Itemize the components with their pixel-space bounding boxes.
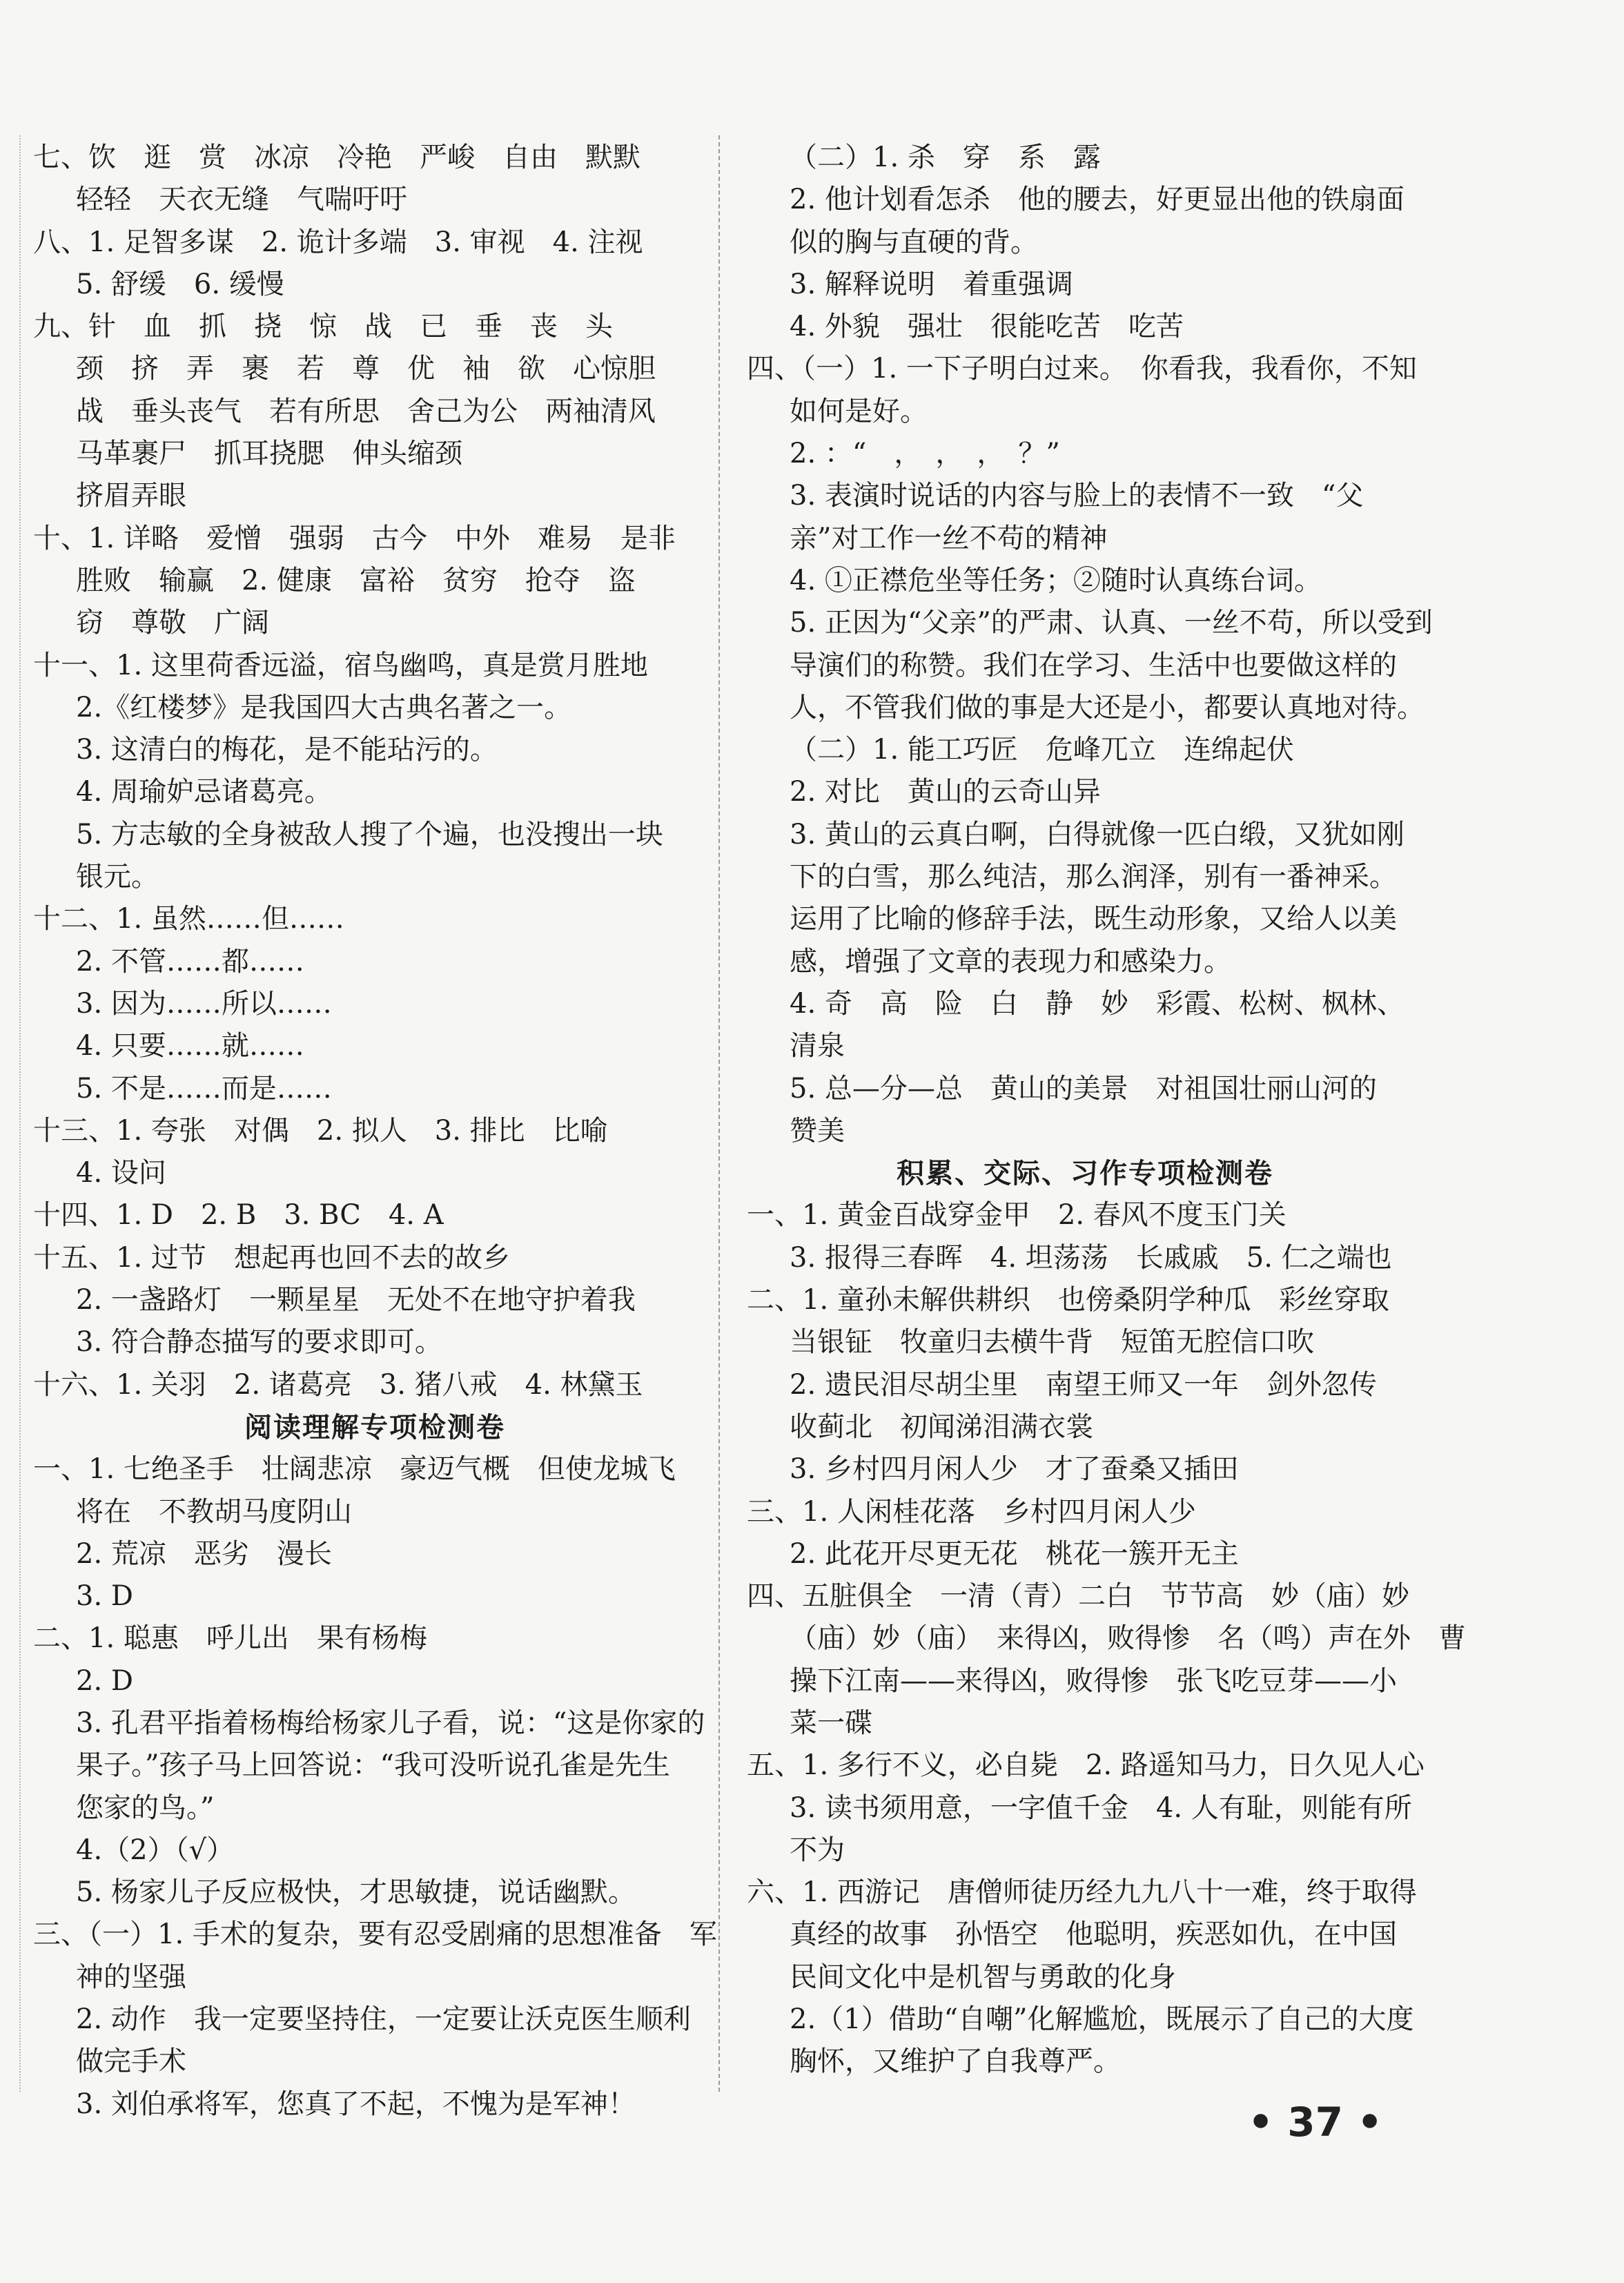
answer-line: （二）1. 杀 穿 系 露 — [790, 142, 1101, 173]
answer-line: 2. 荒凉 恶劣 漫长 — [76, 1537, 332, 1570]
answer-line: 5. 正因为“父亲”的严肃、认真、一丝不苟，所以受到 — [790, 607, 1433, 639]
answer-line: 下的白雪，那么纯洁，那么润泽，别有一番神采。 — [790, 861, 1397, 893]
answer-line: 收蓟北 初闻涕泪满衣裳 — [790, 1410, 1093, 1443]
answer-line: 颈 挤 弄 裹 若 尊 优 袖 欲 心惊胆 — [76, 353, 656, 385]
answer-line: 十四、1. D 2. B 3. BC 4. A — [33, 1199, 444, 1232]
answer-line: 二、1. 聪惠 呼儿出 果有杨梅 — [33, 1622, 427, 1655]
answer-line: 2. 遗民泪尽胡尘里 南望王师又一年 剑外忽传 — [790, 1368, 1377, 1401]
answer-line: 4. 周瑜妒忌诸葛亮。 — [76, 776, 332, 808]
answer-line: 4. ①正襟危坐等任务；②随时认真练台词。 — [790, 564, 1322, 596]
answer-line: 十一、1. 这里荷香远溢，宿鸟幽鸣，真是赏月胜地 — [33, 649, 648, 681]
answer-line: 八、1. 足智多谋 2. 诡计多端 3. 审视 4. 注视 — [33, 226, 643, 258]
answer-line: 清泉 — [790, 1030, 845, 1062]
column-divider — [718, 135, 720, 2092]
answer-line: 2.《红楼梦》是我国四大古典名著之一。 — [76, 691, 572, 723]
answer-line: 一、1. 七绝圣手 壮阔悲凉 豪迈气概 但使龙城飞 — [33, 1453, 676, 1486]
answer-line: 将在 不教胡马度阴山 — [76, 1495, 352, 1528]
answer-line: （二）1. 能工巧匠 危峰兀立 连绵起伏 — [790, 734, 1294, 766]
section-heading: 积累、交际、习作专项检测卷 — [897, 1157, 1273, 1190]
answer-line: 5. 不是……而是…… — [76, 1072, 332, 1105]
answer-line: 2. 他计划看怎杀 他的腰去，好更显出他的铁扇面 — [790, 184, 1405, 216]
answer-line: 4.（2）（√） — [76, 1834, 235, 1866]
answer-line: 3. 黄山的云真白啊，白得就像一匹白缎，又犹如刚 — [790, 818, 1405, 851]
answer-line: 一、1. 黄金百战穿金甲 2. 春风不度玉门关 — [747, 1199, 1287, 1232]
answer-line: 3. 孔君平指着杨梅给杨家儿子看，说：“这是你家的 — [76, 1707, 705, 1739]
answer-line: 3. 这清白的梅花，是不能玷污的。 — [76, 734, 498, 766]
answer-line: 五、1. 多行不义，必自毙 2. 路遥知马力，日久见人心 — [747, 1749, 1425, 1782]
answer-line: 4. 奇 高 险 白 静 妙 彩霞、松树、枫林、 — [790, 987, 1405, 1020]
answer-line: 操下江南——来得凶，败得惨 张飞吃豆芽——小 — [790, 1664, 1397, 1697]
answer-line: 真经的故事 孙悟空 他聪明，疾恶如仇，在中国 — [790, 1918, 1397, 1951]
answer-line: 马革裹尸 抓耳挠腮 伸头缩颈 — [76, 438, 462, 470]
answer-line: 窃 尊敬 广阔 — [76, 607, 269, 639]
answer-line: 当银钲 牧童归去横牛背 短笛无腔信口吹 — [790, 1326, 1314, 1359]
answer-column-left — [33, 137, 716, 2126]
answer-line: 九、针 血 抓 挠 惊 战 已 垂 丧 头 — [33, 311, 613, 343]
answer-line: 2. 动作 我一定要坚持住，一定要让沃克医生顺利 — [76, 2003, 691, 2036]
answer-line: 战 垂头丧气 若有所思 舍己为公 两袖清风 — [76, 395, 656, 427]
answer-line: 赞美 — [790, 1114, 845, 1147]
answer-line: 2. 不管……都…… — [76, 945, 304, 978]
answer-line: 3. 符合静态描写的要求即可。 — [76, 1326, 442, 1359]
answer-line: 2. 一盏路灯 一颗星星 无处不在地守护着我 — [76, 1284, 636, 1317]
answer-line: 3. 因为……所以…… — [76, 987, 332, 1020]
answer-line: 十六、1. 关羽 2. 诸葛亮 3. 猪八戒 4. 林黛玉 — [33, 1368, 643, 1401]
answer-line: 3. 读书须用意，一字值千金 4. 人有耻，则能有所 — [790, 1791, 1412, 1824]
answer-line: 2.（1）借助“自嘲”化解尴尬，既展示了自己的大度 — [790, 2003, 1414, 2036]
answer-line: 民间文化中是机智与勇敢的化身 — [790, 1961, 1176, 1993]
answer-line: 十、1. 详略 爱憎 强弱 古今 中外 难易 是非 — [33, 522, 676, 554]
answer-line: 2. D — [76, 1664, 133, 1697]
answer-line: 导演们的称赞。我们在学习、生活中也要做这样的 — [790, 649, 1397, 681]
answer-line: 做完手术 — [76, 2046, 186, 2078]
answer-line: 似的胸与直硬的背。 — [790, 226, 1038, 258]
answer-line: 十五、1. 过节 想起再也回不去的故乡 — [33, 1241, 510, 1274]
answer-line: 果子。”孩子马上回答说：“我可没听说孔雀是先生 — [76, 1749, 670, 1782]
answer-line: 三、（一）1. 手术的复杂，要有忍受剧痛的思想准备 军 — [33, 1918, 717, 1951]
answer-line: 感，增强了文章的表现力和感染力。 — [790, 945, 1231, 978]
answer-line: 挤眉弄眼 — [76, 480, 186, 512]
answer-line: 5. 舒缓 6. 缓慢 — [76, 268, 284, 300]
answer-line: 十三、1. 夸张 对偶 2. 拟人 3. 排比 比喻 — [33, 1114, 608, 1147]
answer-line: 胸怀，又维护了自我尊严。 — [790, 2046, 1121, 2078]
answer-line: 如何是好。 — [790, 395, 928, 427]
section-heading: 阅读理解专项检测卷 — [244, 1410, 505, 1444]
answer-line: 3. 表演时说话的内容与脸上的表情不一致 “父 — [790, 480, 1364, 512]
answer-line: 5. 总—分—总 黄山的美景 对祖国壮丽山河的 — [790, 1072, 1377, 1105]
answer-line: 3. 解释说明 着重强调 — [790, 268, 1073, 300]
answer-line: 二、1. 童孙未解供耕织 也傍桑阴学种瓜 彩丝穿取 — [747, 1284, 1389, 1317]
answer-line: 人，不管我们做的事是大还是小，都要认真地对待。 — [790, 691, 1425, 723]
answer-line: 3. 刘伯承将军，您真了不起，不愧为是军神！ — [76, 2088, 636, 2120]
answer-line: 神的坚强 — [76, 1961, 186, 1993]
answer-line: 2. ：“ ， ， ， ？” — [790, 438, 1060, 470]
answer-line: 胜败 输赢 2. 健康 富裕 贫穷 抢夺 盗 — [76, 564, 636, 596]
answer-line: 菜一碟 — [790, 1707, 872, 1739]
answer-line: 2. 此花开尽更无花 桃花一簇开无主 — [790, 1537, 1239, 1570]
answer-line: 4. 设问 — [76, 1157, 166, 1189]
answer-line: 运用了比喻的修辞手法，既生动形象，又给人以美 — [790, 903, 1397, 935]
answer-line: 十二、1. 虽然……但…… — [33, 903, 344, 935]
answer-column-right — [747, 137, 1466, 2083]
answer-line: 四、五脏俱全 一清（青）二白 节节高 妙（庙）妙 — [747, 1580, 1409, 1613]
answer-line: 不为 — [790, 1834, 845, 1866]
answer-line: 5. 杨家儿子反应极快，才思敏捷，说话幽默。 — [76, 1876, 636, 1909]
answer-line: 4. 只要……就…… — [76, 1030, 304, 1062]
answer-line: 六、1. 西游记 唐僧师徒历经九九八十一难，终于取得 — [747, 1876, 1417, 1909]
answer-line: 七、饮 逛 赏 冰凉 冷艳 严峻 自由 默默 — [33, 142, 640, 173]
answer-line: 3. D — [76, 1580, 133, 1613]
answer-line: （庙）妙（庙） 来得凶，败得惨 名（鸣）声在外 曹 — [790, 1622, 1466, 1655]
answer-line: 亲”对工作一丝不苟的精神 — [790, 522, 1108, 554]
answer-line: 银元。 — [76, 861, 159, 893]
answer-line: 轻轻 天衣无缝 气喘吁吁 — [76, 184, 407, 216]
answer-line: 4. 外貌 强壮 很能吃苦 吃苦 — [790, 311, 1184, 343]
page-number: • 37 • — [1248, 2099, 1383, 2146]
answer-line: 您家的鸟。” — [76, 1791, 215, 1824]
answer-line: 3. 乡村四月闲人少 才了蚕桑又插田 — [790, 1453, 1239, 1486]
answer-line: 3. 报得三春晖 4. 坦荡荡 长戚戚 5. 仁之端也 — [790, 1241, 1392, 1274]
answer-line: 四、（一）1. 一下子明白过来。 你看我，我看你，不知 — [747, 353, 1417, 385]
answer-line: 三、1. 人闲桂花落 乡村四月闲人少 — [747, 1495, 1196, 1528]
answer-line: 2. 对比 黄山的云奇山异 — [790, 776, 1101, 808]
answer-line: 5. 方志敏的全身被敌人搜了个遍，也没搜出一块 — [76, 818, 663, 851]
page-edge-mark — [19, 135, 21, 2092]
